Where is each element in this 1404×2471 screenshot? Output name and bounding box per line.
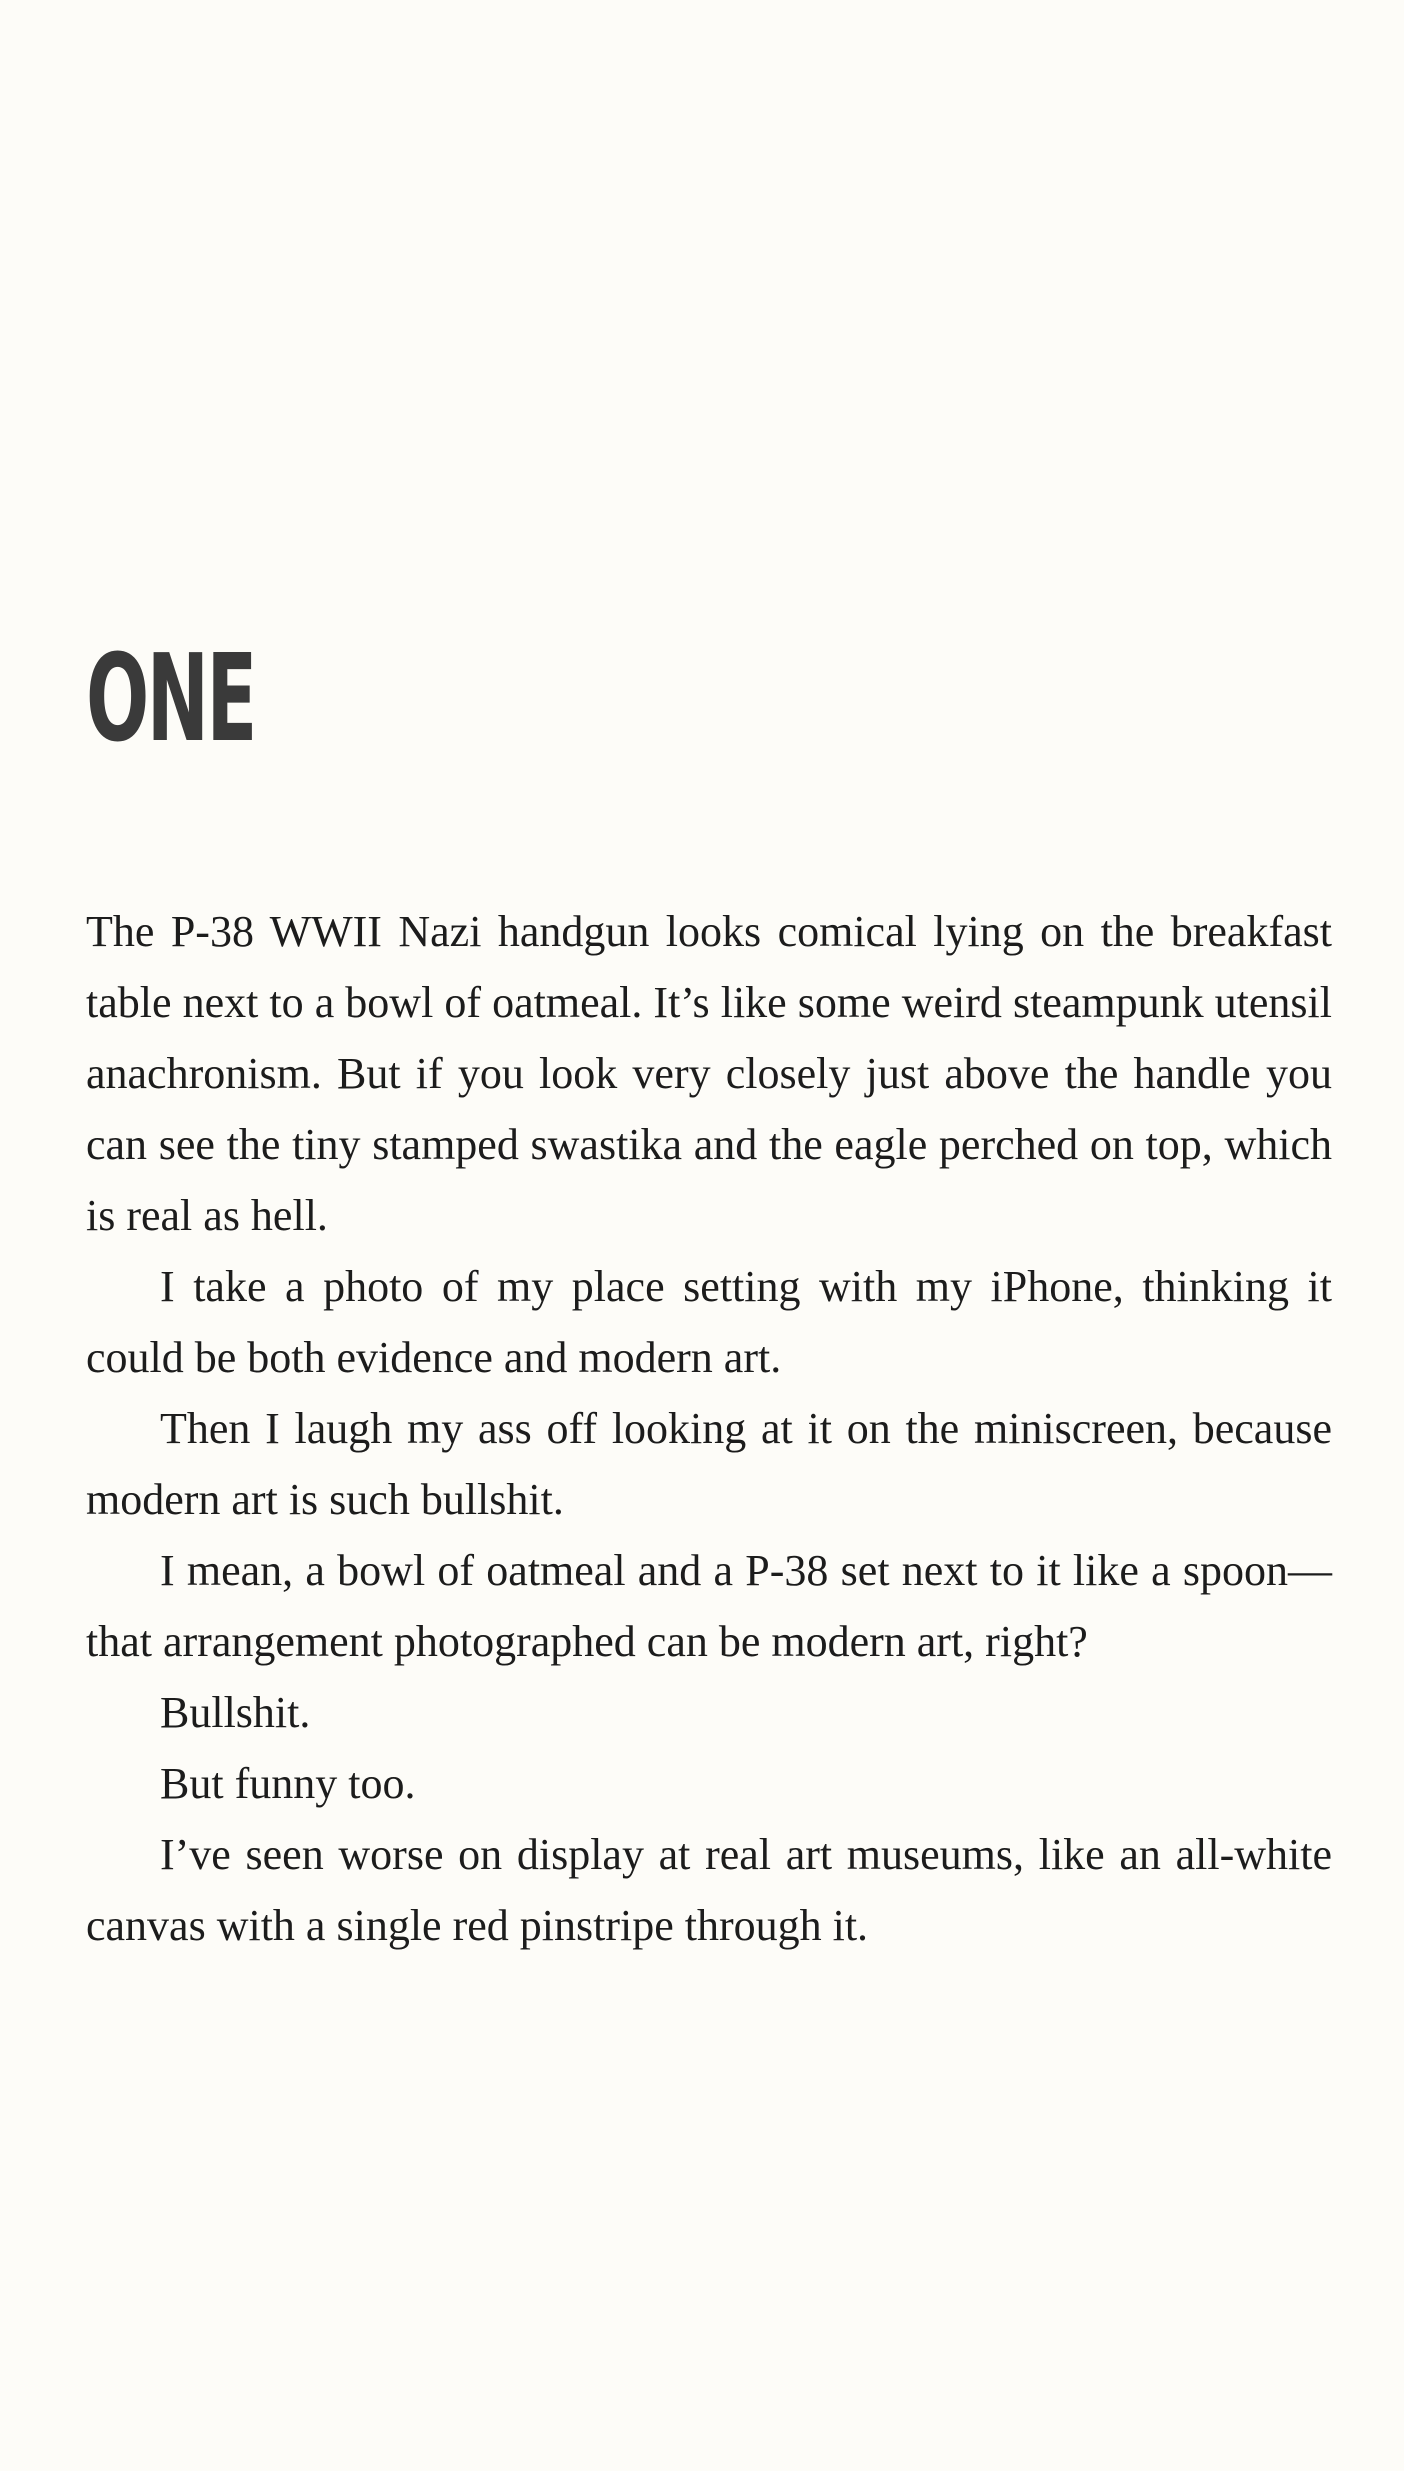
paragraph-2: I take a photo of my place setting with my iPhone, thinking it could be both evidence and modern art.	[86, 1262, 1332, 1382]
paragraph-3: Then I laugh my ass off looking at it on the miniscreen, because modern art is such bullshit.	[86, 1404, 1332, 1524]
chapter-body-text	[86, 896, 1332, 1961]
paragraph-7: I’ve seen worse on display at real art museums, like an all-white canvas with a single red pinstripe through it.	[86, 1830, 1332, 1950]
paragraph-4: I mean, a bowl of oatmeal and a P-38 set next to it like a spoon—that arrangement photographed can be modern art, right?	[86, 1546, 1332, 1666]
paragraph-6: But funny too.	[160, 1759, 416, 1808]
chapter-heading: ONE	[86, 630, 255, 769]
paragraph-1: The P-38 WWII Nazi handgun looks comical lying on the breakfast table next to a bowl of oatmeal. It’s like some weird steampunk utensil anachronism. But if you look very closely just above the handle you can see the tiny stamped swastika and the eagle perched on top, which is real as hell.	[86, 907, 1332, 1240]
paragraph-5: Bullshit.	[160, 1688, 311, 1737]
